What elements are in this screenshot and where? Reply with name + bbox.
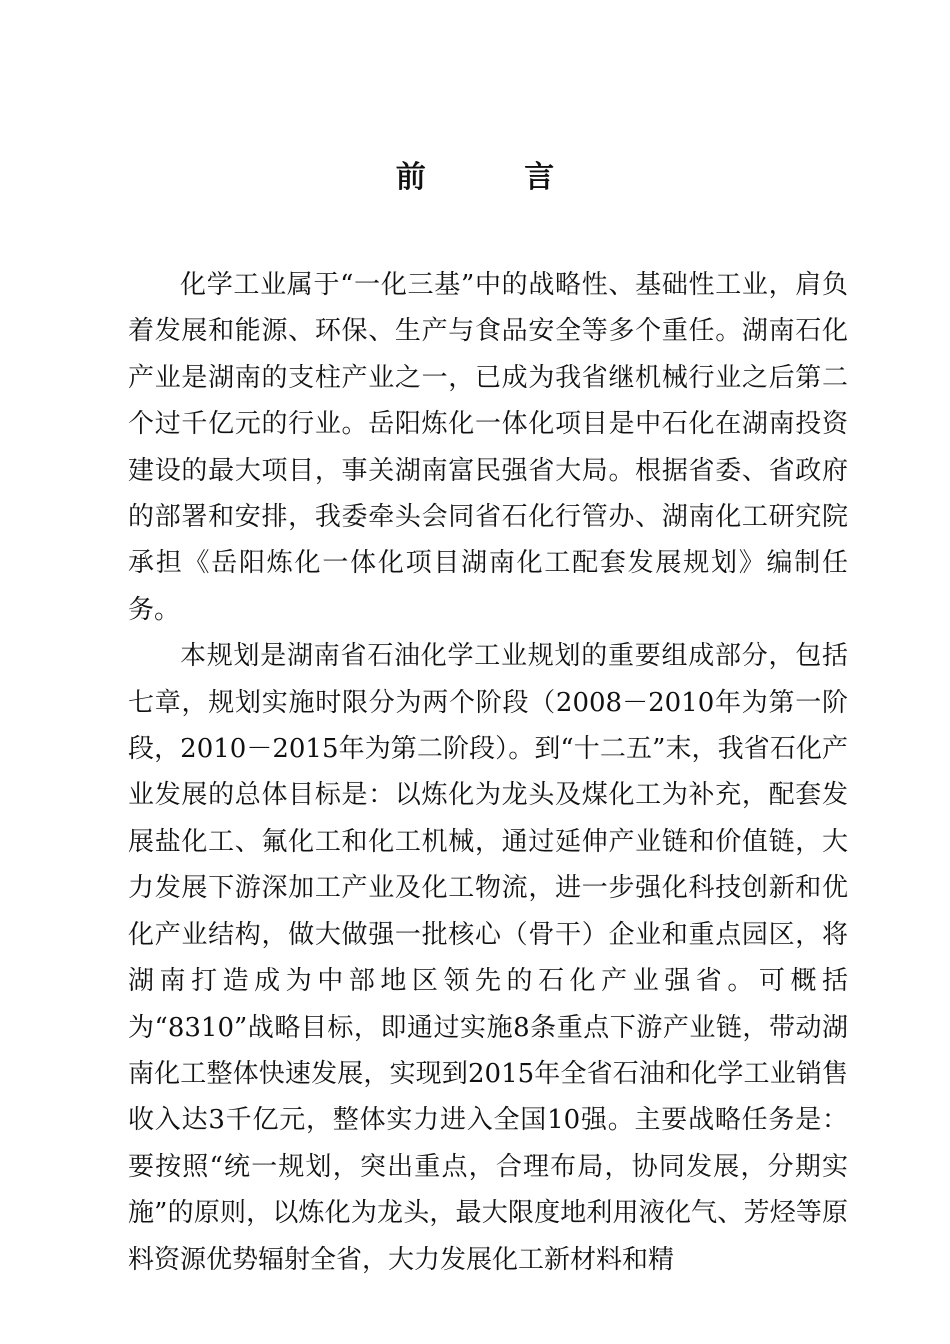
paragraph-1: 化学工业属于“一化三基”中的战略性、基础性工业，肩负着发展和能源、环保、生产与食品安全等多个重任。湖南石化产业是湖南的支柱产业之一，已成为我省继机械行业之后第二个过千亿元的行业。岳阳炼化一体化项目是中石化在湖南投资建设的最大项目，事关湖南富民强省大局。根据省委、省政府的部署和安排，我委牵头会同省石化行管办、湖南化工研究院承担《岳阳炼化一体化项目湖南化工配套发展规划》编制任务。 <box>128 270 848 625</box>
paragraph-2: 本规划是湖南省石油化学工业规划的重要组成部分，包括七章，规划实施时限分为两个阶段（2008－2010年为第一阶段，2010－2015年为第二阶段）。到“十二五”末，我省石化产业发展的总体目标是：以炼化为龙头及煤化工为补充，配套发展盐化工、氟化工和化工机械，通过延伸产业链和价值链，大力发展下游深加工产业及化工物流，进一步强化科技创新和优化产业结构，做大做强一批核心（骨干）企业和重点园区，将湖南打造成为中部地区领先的石化产业强省。可概括为“8310”战略目标，即通过实施8条重点下游产业链，带动湖南化工整体快速发展，实现到2015年全省石油和化学工业销售收入达3千亿元，整体实力进入全国10强。主要战略任务是：要按照“统一规划，突出重点，合理布局，协同发展，分期实施”的原则，以炼化为龙头，最大限度地利用液化气、芳烃等原料资源优势辐射全省，大力发展化工新材料和精 <box>128 641 848 1275</box>
body-text <box>128 262 848 1283</box>
page-title: 前 言 <box>395 160 599 195</box>
